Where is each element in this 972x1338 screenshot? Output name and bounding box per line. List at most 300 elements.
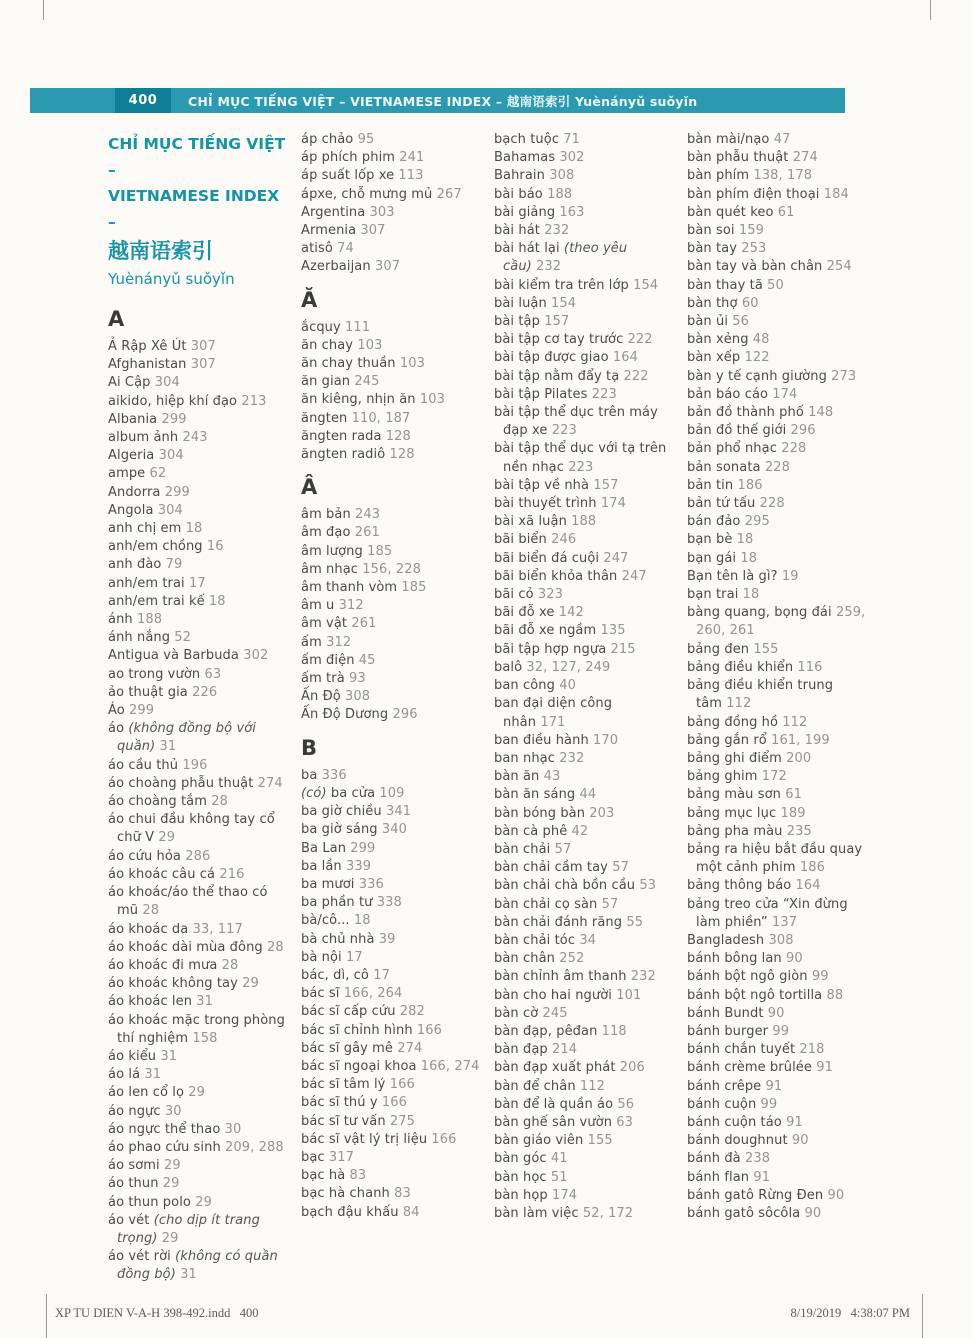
page-ref: 172 [757, 769, 787, 785]
index-entry [494, 204, 674, 222]
index-entry [687, 677, 867, 713]
entry-term: bàn đạp [494, 1042, 548, 1058]
entry-term: bàn làm việc [494, 1205, 579, 1221]
index-entry [494, 950, 674, 968]
entry-term: âm bản [301, 507, 351, 523]
index-entry [687, 987, 867, 1005]
page-ref: 31 [155, 739, 177, 755]
page-ref: 252 [554, 951, 585, 967]
entry-term: áp chảo [301, 132, 354, 147]
index-entry [301, 167, 481, 185]
index-entry [687, 386, 867, 404]
page-ref: 113 [394, 168, 424, 184]
index-entry [494, 805, 674, 823]
index-entry [301, 1022, 481, 1040]
page-ref: 296 [786, 423, 816, 439]
page-ref: 308 [764, 932, 794, 948]
entry-term: bài tập nằm đẩy tạ [494, 368, 620, 384]
page-ref: 215 [606, 641, 636, 657]
index-entry [687, 1169, 867, 1187]
entry-term: bạn gái [687, 550, 737, 566]
page-ref: 17 [184, 575, 206, 591]
page-ref: 99 [807, 969, 829, 985]
page-ref: 19 [777, 568, 799, 584]
entry-term: ánh nắng [108, 630, 171, 646]
page-ref: 274 [393, 1040, 423, 1056]
entry-term-italic: (theo yêu cầu) [503, 241, 628, 275]
page-ref: 157 [589, 477, 619, 493]
index-entry [494, 841, 674, 859]
entry-term: Ấn Độ [301, 689, 341, 705]
index-entry [687, 167, 867, 185]
entry-term: ban đại diện công nhân [494, 696, 613, 730]
page-ref: 186 [733, 477, 763, 493]
entry-term: âm lượng [301, 543, 363, 559]
page-ref: 299 [124, 703, 155, 719]
crop-mark [46, 1294, 47, 1338]
index-entry [301, 785, 481, 803]
page-ref: 196 [178, 757, 208, 773]
index-entry [494, 531, 674, 549]
index-entry [301, 706, 481, 724]
page-ref: 111 [340, 319, 371, 335]
page-ref: 109 [375, 785, 405, 801]
index-entry [494, 1132, 674, 1150]
page-ref: 83 [389, 1186, 411, 1202]
page-ref: 39 [374, 931, 396, 947]
entry-term: bác, dì, cô [301, 967, 369, 983]
entry-term: bác sĩ tâm lý [301, 1077, 386, 1093]
index-entry [687, 768, 867, 786]
entry-term: bài thuyết trình [494, 496, 597, 512]
index-entry [494, 768, 674, 786]
entry-term: bàn chải cọ sàn [494, 896, 598, 912]
page-ref: 44 [575, 787, 597, 803]
index-column-2 [301, 131, 481, 1222]
index-entry [301, 688, 481, 706]
page-number-badge [115, 88, 171, 113]
entry-term: bạc hà chanh [301, 1186, 390, 1202]
index-entry [301, 391, 481, 409]
page-ref: 91 [811, 1060, 833, 1076]
index-entry [108, 1103, 288, 1121]
page-ref: 138, 178 [749, 168, 813, 184]
page-ref: 31 [156, 1048, 178, 1064]
entry-term: ấm điện [301, 652, 355, 668]
page-ref: 56 [728, 314, 750, 330]
page-ref: 137 [767, 914, 798, 930]
index-column-1 [108, 131, 288, 1285]
index-entry [301, 1204, 481, 1222]
entry-term: áo khoác câu cá [108, 866, 216, 882]
page-ref: 43 [539, 769, 561, 785]
page-ref: 274 [253, 775, 283, 791]
index-entry [687, 786, 867, 804]
entry-term: áo khoác đi mưa [108, 957, 218, 973]
index-entry [108, 1157, 288, 1175]
entry-term: bảng ra hiệu bắt đầu quay một cảnh phim [687, 841, 863, 876]
entry-term: bàn chải đánh răng [494, 914, 623, 930]
index-entry [687, 149, 867, 167]
entry-term: bánh bột ngô giòn [687, 969, 808, 985]
index-entry [687, 295, 867, 313]
index-entry [687, 1078, 867, 1096]
entry-term: bài tập thể dục với tạ trên nền nhạc [494, 441, 667, 475]
index-entry [687, 240, 867, 258]
index-entry [494, 896, 674, 914]
index-entry [108, 1084, 288, 1102]
index-entry [494, 1096, 674, 1114]
index-title-pinyin: Yuènányǔ suǒyǐn [108, 270, 235, 288]
index-entry [494, 277, 674, 295]
page-ref: 241 [395, 150, 425, 166]
page-ref: 312 [321, 634, 352, 650]
entry-term: bãi biển đá cuội [494, 550, 600, 566]
index-entry [108, 611, 288, 629]
entry-term: âm u [301, 598, 335, 614]
entry-term: Ấn Độ Dương [301, 707, 389, 723]
index-column-4 [687, 131, 867, 1223]
index-entry [108, 502, 288, 520]
page-ref: 189 [776, 805, 806, 821]
entry-term: áo vét rời [108, 1249, 176, 1265]
index-entry [301, 967, 481, 985]
page-ref: 63 [200, 666, 222, 682]
page-ref: 118 [597, 1023, 627, 1039]
page-ref: 238 [740, 1151, 771, 1167]
page-ref: 29 [190, 1194, 212, 1210]
page-ref: 185 [362, 543, 393, 559]
entry-term: bánh bột ngô tortilla [687, 987, 823, 1003]
page-ref: 228 [776, 441, 807, 457]
index-entry [494, 859, 674, 877]
page-ref: 99 [768, 1023, 790, 1039]
page-ref: 166 [385, 1077, 415, 1093]
page-ref: 135 [596, 623, 626, 639]
entry-term: bàn quét keo [687, 204, 774, 220]
index-entry [687, 1005, 867, 1023]
entry-term: bánh cuộn [687, 1096, 757, 1112]
entry-term: bàn ghế sân vườn [494, 1114, 613, 1130]
entry-term: bài tập cơ tay trước [494, 332, 624, 348]
page-ref: 261 [347, 616, 377, 632]
page-ref: 158 [188, 1030, 218, 1046]
entry-term: bàn để chân [494, 1078, 576, 1094]
entry-term: ăn chay thuần [301, 356, 396, 372]
index-entry [494, 477, 674, 495]
entry-term: bài giảng [494, 204, 556, 220]
index-entry [687, 714, 867, 732]
index-entry [108, 356, 288, 374]
entry-term: bảng màu sơn [687, 787, 782, 803]
index-entry [494, 932, 674, 950]
index-entry [301, 240, 481, 258]
index-entry [687, 404, 867, 422]
page-ref: 341 [381, 804, 412, 820]
page-ref: 155 [583, 1133, 613, 1149]
index-entry [301, 149, 481, 167]
index-entry [301, 1040, 481, 1058]
entry-term: bảng pha màu [687, 823, 783, 839]
entry-term: ao trong vườn [108, 666, 201, 682]
entry-term: bàn ăn sáng [494, 787, 576, 803]
index-entry [494, 495, 674, 513]
page-ref: 33, 117 [188, 921, 243, 937]
entry-term: bài tập về nhà [494, 477, 590, 493]
page-ref: 164 [791, 878, 821, 894]
index-entry [494, 1187, 674, 1205]
index-entry [301, 803, 481, 821]
page-ref: 303 [365, 204, 395, 220]
index-entry [108, 1248, 288, 1284]
entry-term: bác sĩ chỉnh hình [301, 1022, 413, 1038]
page-ref: 228 [760, 459, 790, 475]
index-entry [301, 894, 481, 912]
page-ref: 99 [756, 1096, 778, 1112]
index-columns [108, 131, 868, 1285]
page-ref: 148 [803, 405, 834, 421]
index-entry [494, 440, 674, 476]
entry-term: âm đạo [301, 525, 351, 541]
index-entry [301, 597, 481, 615]
index-entry [301, 373, 481, 391]
entry-term: ba mươi [301, 876, 355, 892]
page-ref: 29 [159, 1158, 181, 1174]
page-ref: 18 [349, 913, 371, 929]
index-entry [494, 1041, 674, 1059]
entry-term: bãi biển khỏa thân [494, 568, 618, 584]
entry-term: bàn bóng bàn [494, 805, 586, 821]
entry-term: âm vật [301, 616, 348, 632]
index-entry [687, 805, 867, 823]
index-entry [301, 186, 481, 204]
index-entry [687, 258, 867, 276]
entry-term: bài luận [494, 295, 547, 311]
index-entry [687, 604, 867, 640]
page-ref: 91 [749, 1169, 771, 1185]
index-entry [687, 368, 867, 386]
entry-term: bảng đồng hồ [687, 714, 779, 730]
entry-term: bánh gatô Rừng Đen [687, 1187, 824, 1203]
page-ref: 52, 172 [578, 1205, 634, 1221]
page-ref: 323 [533, 587, 564, 603]
index-entry [301, 1185, 481, 1203]
page-ref: 245 [538, 1005, 568, 1021]
entry-term: áo len cổ lọ [108, 1085, 185, 1101]
page-ref: 267 [432, 186, 462, 202]
page-ref: 91 [761, 1078, 783, 1094]
entry-term: bàn để là quần áo [494, 1096, 614, 1112]
page-ref: 282 [395, 1004, 425, 1020]
page-ref: 307 [186, 339, 216, 354]
page-ref: 163 [555, 204, 585, 220]
entry-term: bánh crème brûlée [687, 1060, 812, 1076]
index-entry [108, 921, 288, 939]
page-ref: 295 [740, 514, 770, 530]
index-entry [494, 131, 674, 149]
entry-term: bãi đỗ xe ngầm [494, 623, 597, 639]
entry-term: anh đào [108, 557, 162, 573]
index-entry [108, 811, 288, 847]
page-ref: 91 [781, 1114, 803, 1130]
index-column-3 [494, 131, 674, 1223]
page-ref: 171 [536, 714, 566, 730]
entry-term: bàn xếp [687, 350, 741, 366]
index-entry [108, 1175, 288, 1193]
entry-term: bài hát [494, 223, 540, 239]
page-ref: 159 [734, 223, 764, 239]
page-ref: 307 [370, 259, 401, 275]
page-number: 400 [128, 93, 158, 108]
index-entry [301, 858, 481, 876]
index-entry [494, 877, 674, 895]
page-ref: 50 [762, 277, 784, 293]
entry-term: Antigua và Barbuda [108, 648, 239, 664]
page-ref: 339 [341, 858, 372, 874]
index-entry [687, 531, 867, 549]
page-ref: 299 [157, 411, 187, 427]
entry-term: bài tập Pilates [494, 386, 588, 402]
index-entry [687, 932, 867, 950]
entry-term: bãi biển [494, 532, 547, 548]
index-entry [108, 1194, 288, 1212]
page-ref: 32, 127, 249 [522, 659, 611, 675]
index-entry [108, 993, 288, 1011]
entry-term: bảng điều khiển trung tâm [687, 678, 834, 712]
page-ref: 57 [597, 896, 619, 912]
index-entry [494, 1205, 674, 1223]
page-ref: 218 [795, 1042, 825, 1058]
page-ref: 232 [539, 223, 570, 239]
index-entry [494, 695, 674, 731]
entry-term: Ba Lan [301, 840, 347, 856]
entry-term: bài hát lại [494, 241, 564, 257]
page-ref: 18 [181, 521, 203, 537]
entry-term: bánh gatô sôcôla [687, 1205, 801, 1221]
entry-term: bài tập thể dục trên máy đạp xe [494, 405, 658, 439]
page-ref: 90 [800, 1205, 822, 1221]
index-entry [301, 931, 481, 949]
page-ref: 29 [237, 976, 259, 992]
index-entry [301, 634, 481, 652]
entry-term: bạn bè [687, 532, 733, 548]
page-ref: 317 [324, 1149, 355, 1165]
entry-term: bác sĩ gây mê [301, 1040, 394, 1056]
entry-term: bảng treo cửa “Xin đừng làm phiền” [687, 896, 848, 930]
index-entry [301, 1003, 481, 1021]
page-ref: 245 [350, 374, 380, 390]
page-ref: 232 [531, 259, 562, 275]
index-entry [687, 841, 867, 877]
entry-term: Bạn tên là gì? [687, 568, 778, 584]
page-ref: 112 [722, 696, 752, 712]
page-ref: 62 [145, 466, 167, 482]
index-entry [687, 131, 867, 149]
page-ref: 308 [340, 689, 371, 705]
page-ref: 112 [778, 714, 808, 730]
page-ref: 57 [607, 860, 629, 876]
index-entry [687, 349, 867, 367]
entry-term: bạc hà [301, 1168, 346, 1184]
entry-term: áo khoác len [108, 994, 193, 1010]
entry-term: bánh crêpe [687, 1078, 762, 1094]
entry-term: âm thanh vòm [301, 580, 398, 596]
index-title-vietnamese: CHỈ MỤC TIẾNG VIỆT – [108, 135, 286, 179]
page-ref: 275 [385, 1113, 416, 1129]
entry-term: bản đồ thành phố [687, 405, 804, 421]
entry-term: bác sĩ tư vấn [301, 1113, 386, 1129]
page-ref: 90 [787, 1133, 809, 1149]
entry-term: bánh burger [687, 1023, 769, 1039]
entry-term: áo phao cứu sinh [108, 1139, 221, 1155]
index-entry [494, 295, 674, 313]
page-ref: 61 [773, 204, 795, 220]
index-entry [494, 677, 674, 695]
page-ref: 232 [554, 750, 585, 766]
entry-term: bánh đà [687, 1151, 741, 1167]
entry-term: bàn đạp xuất phát [494, 1060, 616, 1076]
entry-term: bàn tay [687, 241, 738, 257]
page-ref: 103 [353, 337, 383, 353]
page-ref: 166 [377, 1095, 407, 1111]
footer-timestamp: 8/19/2019 4:38:07 PM [790, 1306, 910, 1320]
index-entry [301, 876, 481, 894]
index-entry [494, 222, 674, 240]
page-ref: 247 [617, 568, 647, 584]
page-ref: 186 [795, 860, 825, 876]
index-entry [301, 985, 481, 1003]
page-ref: 253 [737, 241, 767, 257]
page-ref: 223 [547, 423, 577, 439]
entry-term: ban điều hành [494, 732, 589, 748]
page-ref: 170 [588, 732, 619, 748]
index-entry [494, 149, 674, 167]
index-entry [687, 459, 867, 477]
index-entry [108, 666, 288, 684]
index-entry [687, 586, 867, 604]
entry-term: ấm trà [301, 671, 345, 687]
page-ref: 101 [612, 987, 642, 1003]
index-entry [301, 615, 481, 633]
index-entry [494, 1059, 674, 1077]
index-entry [494, 240, 674, 276]
entry-term: bàn chỉnh âm thanh [494, 969, 627, 985]
page-ref: 166 [427, 1131, 457, 1147]
entry-term: bảng ghi điểm [687, 750, 782, 766]
page-ref: 29 [158, 1176, 180, 1192]
page-ref: 154 [546, 295, 577, 311]
index-entry [301, 949, 481, 967]
index-entry [494, 732, 674, 750]
entry-term: bảng đen [687, 641, 750, 657]
entry-term: bãi đỗ xe [494, 605, 555, 621]
entry-term: bài kiểm tra trên lớp [494, 277, 629, 293]
index-entry [494, 568, 674, 586]
index-entry [301, 446, 481, 464]
page-ref: 90 [823, 1187, 845, 1203]
page-ref: 71 [559, 132, 581, 147]
index-entry [494, 586, 674, 604]
entry-term: áo chui đầu không tay cổ chữ V [108, 812, 275, 846]
index-title-chinese: 越南语索引 [108, 239, 213, 263]
page-ref: 226 [187, 684, 218, 700]
section-letter: B [301, 735, 318, 760]
index-entry [687, 568, 867, 586]
index-entry [108, 1139, 288, 1157]
entry-term: bánh bông lan [687, 951, 782, 967]
page-ref: 31 [140, 1067, 162, 1083]
index-entry [687, 1041, 867, 1059]
